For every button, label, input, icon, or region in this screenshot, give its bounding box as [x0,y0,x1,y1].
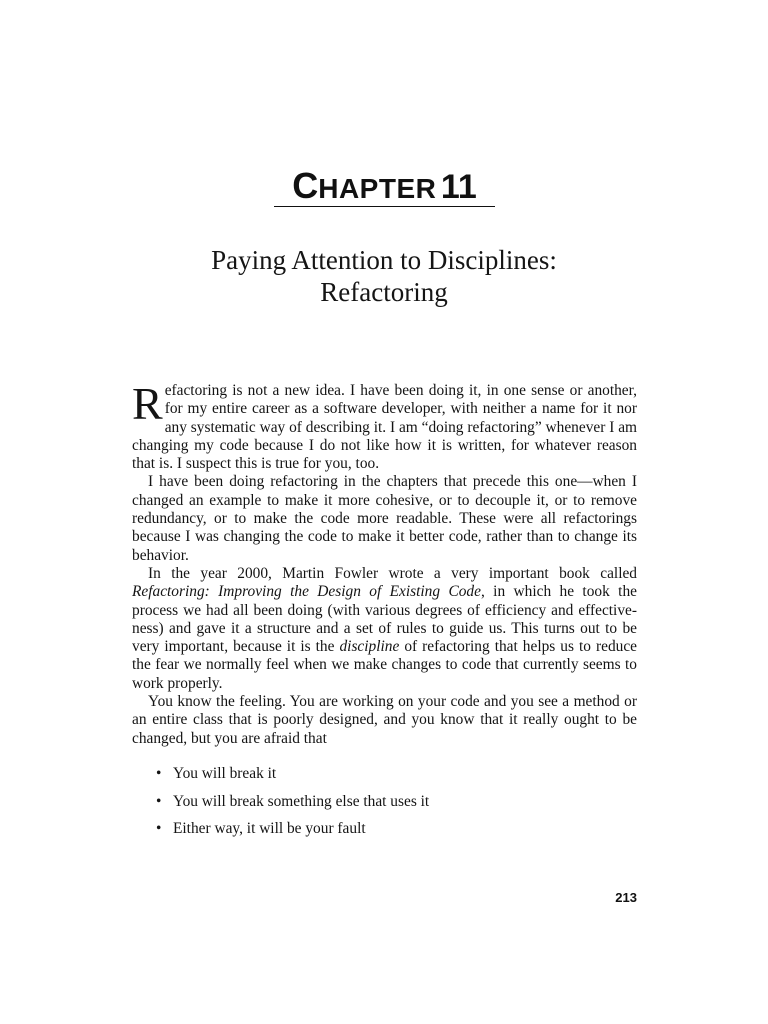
chapter-title-line-1: Paying Attention to Disciplines: [211,245,557,275]
body-text [132,378,637,748]
chapter-underline [274,206,495,207]
book-title-reference: Refactoring: Improving the Design of Existing Code [132,583,481,601]
chapter-label-initial: C [292,165,319,206]
chapter-label-rest: HAPTER [318,173,437,204]
list-item-text: You will break something else that uses it [173,792,430,810]
chapter-title-line-2: Refactoring [320,277,448,307]
bullet-icon: • [156,820,162,837]
paragraph-3-text-a: In the year 2000, Martin Fowler wrote a very important book called [148,564,637,582]
list-item-text: You will break it [173,765,277,782]
page-number: 213 [615,890,637,905]
paragraph-3 [132,565,637,693]
paragraph-1 [132,378,637,473]
bullet-list [156,765,636,848]
paragraph-1-text: efactoring is not a new idea. I have been doing it, in one sense or another, for my entire career as a software developer, with neither a name for it nor any systematic way of describing it. I am “doing refactoring” whenever I am changing my code because I do not like how it is written, for whatever reason that is. I suspect this is true for you, too. [132,382,637,473]
paragraph-2: I have been doing refactoring in the chapters that precede this one—when I changed an example to make it more cohesive, or to decouple it, or to remove redundancy, or to make the code more readable. These were all refactorings because I was changing the code to make it better code, rather than to change its behavior. [132,473,637,564]
drop-cap: R [132,378,163,429]
list-item [156,765,636,783]
bullet-icon: • [156,792,162,810]
emphasized-word: discipline [339,638,400,656]
list-item [156,793,636,811]
list-item-text: Either way, it will be your fault [173,820,366,837]
list-item [156,820,636,838]
chapter-number: 11 [440,168,477,206]
paragraph-3-text-c: of refactoring that helps us to reduce the fear we normally feel when we make changes to code that currently seems to work properly. [132,638,637,692]
chapter-label [274,165,495,206]
paragraph-3-text-b: , in which he took the process we had all been doing (with various degrees of efficiency and effectiveness) and gave it a structure and a set of rules to guide us. This turns out to be very important, because it is the [132,583,637,656]
bullet-icon: • [156,765,162,782]
paragraph-4: You know the feeling. You are working on your code and you see a method or an entire class that is poorly designed, and you know that it really ought to be changed, but you are afraid that [132,693,637,747]
chapter-title [132,244,636,308]
